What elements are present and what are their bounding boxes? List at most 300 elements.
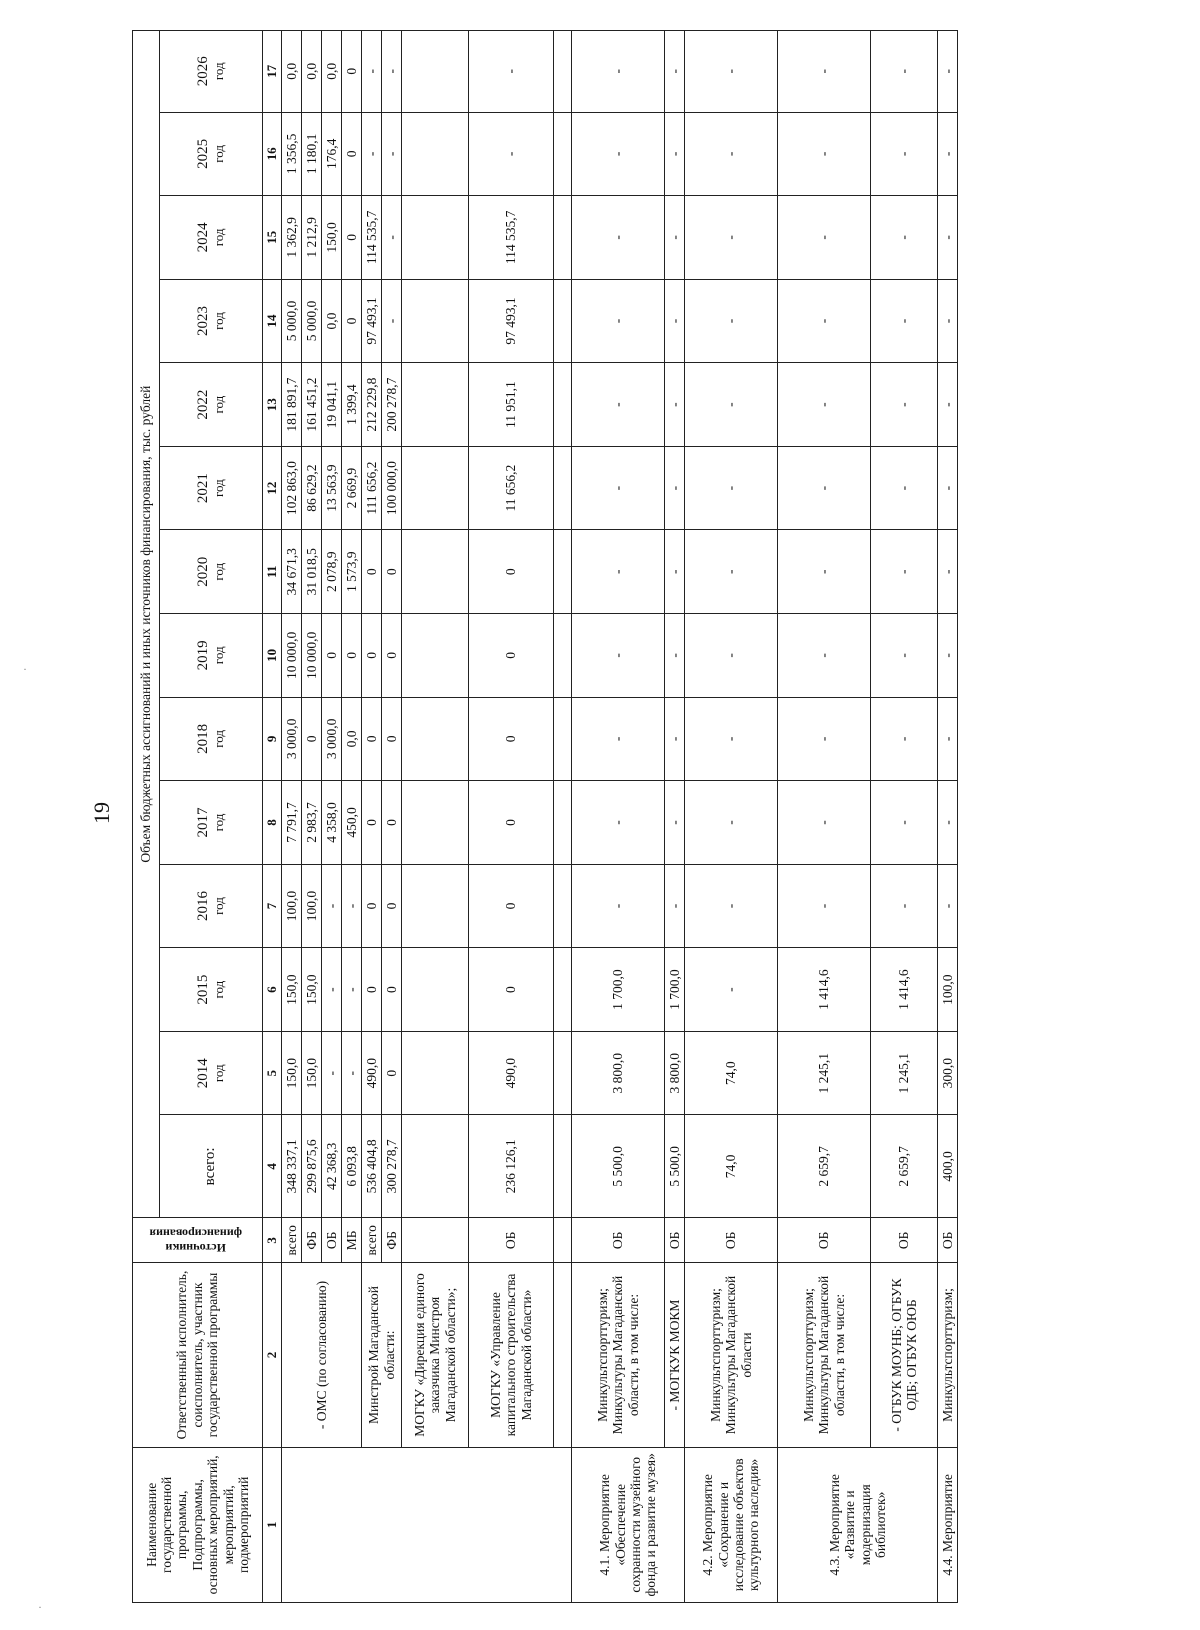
table-cell: 11 656,2: [469, 446, 554, 530]
table-cell: 6 093,8: [342, 1115, 362, 1218]
year-suffix: год: [211, 228, 227, 247]
table-cell: [554, 1031, 572, 1115]
year-suffix: год: [211, 730, 227, 748]
table-cell: 0: [382, 864, 402, 948]
table-cell: 0: [342, 614, 362, 698]
year-value: 2020: [195, 556, 212, 587]
year-value: 2021: [195, 473, 212, 504]
table-cell: 3 800,0: [665, 1031, 685, 1115]
table-cell: 0: [382, 781, 402, 865]
table-cell: -: [665, 530, 685, 614]
table-cell: 0: [342, 279, 362, 363]
table-cell: 3 800,0: [572, 1031, 665, 1115]
table-row: [665, 31, 685, 1603]
table-cell: -: [685, 112, 778, 196]
header-year: [160, 446, 263, 530]
table-row: [572, 31, 665, 1603]
scan-speck: ·: [23, 662, 27, 676]
year-value: 2017: [195, 807, 212, 838]
table-cell: -: [778, 31, 871, 113]
table-cell: 400,0: [938, 1115, 958, 1218]
header-year: [160, 112, 263, 196]
table-row: [362, 31, 382, 1603]
table-cell: -: [665, 697, 685, 781]
table-cell: -: [665, 31, 685, 113]
table-cell: [402, 446, 469, 530]
table-cell: 2 669,9: [342, 446, 362, 530]
row-name-cell: 4.3. Мероприятие «Развитие и модернизация библиотек»: [778, 1447, 938, 1602]
table-cell: 0: [382, 530, 402, 614]
table-cell: 0,0: [282, 31, 302, 113]
table-cell: -: [572, 196, 665, 280]
column-number: 4: [263, 1115, 282, 1218]
column-number: 6: [263, 948, 282, 1032]
row-executor-cell: Минкультспорттуризм; Минкультуры Магаданской области, в том числе:: [778, 1263, 871, 1447]
table-cell: 102 863,0: [282, 446, 302, 530]
table-cell: -: [665, 363, 685, 447]
table-cell: 0: [469, 781, 554, 865]
column-number: 9: [263, 697, 282, 781]
table-cell: -: [572, 864, 665, 948]
table-cell: 0,0: [322, 31, 342, 113]
table-cell: [402, 1031, 469, 1115]
year-suffix: год: [211, 562, 227, 581]
column-number: 16: [263, 112, 282, 196]
table-cell: -: [778, 112, 871, 196]
table-cell: -: [871, 864, 938, 948]
table-row: [685, 31, 778, 1603]
table-cell: 0,0: [342, 697, 362, 781]
header-span-title: Объем бюджетных ассигнований и иных источников финансирования, тыс. рублей: [133, 31, 160, 1218]
table-cell: 0: [342, 196, 362, 280]
table-cell: 450,0: [342, 781, 362, 865]
table-cell: [402, 1115, 469, 1218]
table-row: [871, 31, 938, 1603]
table-cell: -: [685, 530, 778, 614]
header-year: [160, 864, 263, 948]
table-cell: 0: [362, 864, 382, 948]
table-cell: [402, 31, 469, 113]
table-cell: 490,0: [469, 1031, 554, 1115]
table-cell: -: [938, 363, 958, 447]
row-name-cell-blank: [282, 1447, 572, 1602]
table-cell: 490,0: [362, 1031, 382, 1115]
table-cell: -: [871, 530, 938, 614]
year-suffix: год: [211, 62, 227, 81]
year-suffix: год: [211, 646, 227, 665]
column-number: 8: [263, 781, 282, 865]
table-cell: [554, 864, 572, 948]
table-cell: 0: [362, 530, 382, 614]
row-executor-cell: Минкультспорттуризм; Минкультуры Магаданской области: [685, 1263, 778, 1447]
table-cell: 0: [362, 697, 382, 781]
table-cell: 4 358,0: [322, 781, 342, 865]
table-cell: -: [322, 948, 342, 1032]
table-cell: всего: [362, 1218, 382, 1263]
table-cell: [402, 363, 469, 447]
year-value: 2016: [195, 891, 212, 922]
table-row: [938, 31, 958, 1603]
header-total-label: всего:: [202, 1147, 219, 1186]
table-cell: [554, 1218, 572, 1263]
table-cell: 150,0: [322, 196, 342, 280]
table-cell: 2 659,7: [871, 1115, 938, 1218]
table-cell: ФБ: [302, 1218, 322, 1263]
column-number: 11: [263, 530, 282, 614]
table-cell: ОБ: [685, 1218, 778, 1263]
header-year: [160, 363, 263, 447]
row-executor-cell: Минкультспорттуризм;: [938, 1263, 958, 1447]
table-cell: -: [938, 530, 958, 614]
table-row-spacer: [554, 31, 572, 1603]
table-cell: 236 126,1: [469, 1115, 554, 1218]
table-cell: 150,0: [302, 948, 322, 1032]
table-cell: [554, 112, 572, 196]
header-col-name: Наименование государственной программы, Подпрограммы, основных мероприятий, мероприятий, подмероприятий: [133, 1447, 263, 1602]
table-cell: 0: [302, 697, 322, 781]
table-cell: 5 500,0: [572, 1115, 665, 1218]
column-number: 5: [263, 1031, 282, 1115]
column-number: 17: [263, 31, 282, 113]
table-cell: 0: [469, 697, 554, 781]
table-cell: -: [778, 363, 871, 447]
table-cell: 74,0: [685, 1115, 778, 1218]
table-cell: 3 000,0: [282, 697, 302, 781]
table-cell: 2 659,7: [778, 1115, 871, 1218]
table-cell: -: [685, 196, 778, 280]
table-cell: 150,0: [282, 948, 302, 1032]
table-cell: -: [778, 279, 871, 363]
table-cell: -: [665, 864, 685, 948]
table-cell: -: [778, 781, 871, 865]
table-cell: -: [342, 948, 362, 1032]
table-cell: -: [665, 279, 685, 363]
table-cell: [554, 31, 572, 113]
table-cell: -: [469, 31, 554, 113]
header-year: [160, 196, 263, 280]
table-cell: 0: [382, 697, 402, 781]
table-cell: 111 656,2: [362, 446, 382, 530]
table-cell: 0: [322, 614, 342, 698]
row-name-cell: 4.1. Мероприятие «Обеспечение сохранности музейного фонда и развитие музея»: [572, 1447, 685, 1602]
table-cell: 300,0: [938, 1031, 958, 1115]
header-col-executor: Ответственный исполнитель, соисполнитель, участник государственной программы: [133, 1263, 263, 1447]
header-year: [160, 279, 263, 363]
table-cell: 3 000,0: [322, 697, 342, 781]
table-cell: 100,0: [282, 864, 302, 948]
table-cell: [402, 279, 469, 363]
table-cell: 5 500,0: [665, 1115, 685, 1218]
table-cell: 2 078,9: [322, 530, 342, 614]
table-cell: -: [685, 781, 778, 865]
table-cell: 100 000,0: [382, 446, 402, 530]
year-value: 2025: [195, 138, 212, 169]
row-executor-cell: Минкультспорттуризм; Минкультуры Магаданской области, в том числе:: [572, 1263, 665, 1447]
table-cell: -: [665, 196, 685, 280]
row-executor-cell: Минстрой Магаданской области:: [362, 1263, 402, 1447]
header-col-source-label: Источники финансирования: [149, 1226, 243, 1255]
table-cell: -: [871, 31, 938, 113]
table-cell: -: [778, 697, 871, 781]
table-cell: 150,0: [302, 1031, 322, 1115]
year-value: 2019: [195, 640, 212, 671]
row-executor-cell: МОГКУ «Дирекция единого заказчика Минстроя Магаданской области»;: [402, 1263, 469, 1447]
table-cell: 2 983,7: [302, 781, 322, 865]
year-value: 2018: [195, 723, 212, 754]
table-cell: 348 337,1: [282, 1115, 302, 1218]
table-cell: -: [938, 196, 958, 280]
table-cell: [554, 279, 572, 363]
table-cell: 299 875,6: [302, 1115, 322, 1218]
table-cell: 0: [342, 31, 362, 113]
table-cell: 100,0: [302, 864, 322, 948]
table-cell: 150,0: [282, 1031, 302, 1115]
table-cell: 200 278,7: [382, 363, 402, 447]
table-cell: -: [778, 530, 871, 614]
table-cell: 31 018,5: [302, 530, 322, 614]
table-cell: -: [665, 781, 685, 865]
table-cell: 0: [362, 614, 382, 698]
table-cell: 10 000,0: [282, 614, 302, 698]
table-cell: [554, 196, 572, 280]
table-cell: ОБ: [871, 1218, 938, 1263]
table-cell: ОБ: [665, 1218, 685, 1263]
table-cell: -: [362, 112, 382, 196]
table-cell: -: [665, 112, 685, 196]
header-year: [160, 1031, 263, 1115]
table-cell: 300 278,7: [382, 1115, 402, 1218]
table-cell: -: [572, 697, 665, 781]
table-cell: -: [362, 31, 382, 113]
table-cell: 42 368,3: [322, 1115, 342, 1218]
table-cell: 0: [382, 948, 402, 1032]
table-cell: 5 000,0: [302, 279, 322, 363]
table-cell: 1 180,1: [302, 112, 322, 196]
table-cell: -: [685, 948, 778, 1032]
table-cell: 0: [382, 614, 402, 698]
table-cell: -: [685, 697, 778, 781]
table-cell: 161 451,2: [302, 363, 322, 447]
table-cell: 212 229,8: [362, 363, 382, 447]
table-cell: 1 362,9: [282, 196, 302, 280]
year-value: 2015: [195, 974, 212, 1005]
column-number: 15: [263, 196, 282, 280]
table-row: [469, 31, 554, 1603]
table-cell: 181 891,7: [282, 363, 302, 447]
table-cell: -: [572, 31, 665, 113]
table-cell: -: [572, 530, 665, 614]
table-cell: 10 000,0: [302, 614, 322, 698]
table-cell: -: [938, 781, 958, 865]
header-year: [160, 948, 263, 1032]
table-cell: -: [322, 1031, 342, 1115]
table-cell: -: [778, 864, 871, 948]
table-cell: -: [938, 279, 958, 363]
table-cell: 74,0: [685, 1031, 778, 1115]
table-cell: ОБ: [322, 1218, 342, 1263]
header-year: [160, 614, 263, 698]
table-cell: 0: [469, 948, 554, 1032]
table-cell: -: [685, 31, 778, 113]
year-suffix: год: [211, 395, 227, 414]
table-cell: -: [685, 363, 778, 447]
table-cell: 11 951,1: [469, 363, 554, 447]
table-cell: [554, 697, 572, 781]
table-cell: [402, 112, 469, 196]
table-cell: 114 535,7: [362, 196, 382, 280]
table-cell: ОБ: [469, 1218, 554, 1263]
table-cell: 100,0: [938, 948, 958, 1032]
column-number: 7: [263, 864, 282, 948]
table-row: [778, 31, 871, 1603]
scan-speck: ·: [38, 1600, 42, 1614]
table-cell: [402, 697, 469, 781]
year-suffix: год: [211, 980, 227, 999]
table-cell: всего: [282, 1218, 302, 1263]
table-cell: -: [322, 864, 342, 948]
table-cell: 1 573,9: [342, 530, 362, 614]
table-cell: -: [778, 446, 871, 530]
table-cell: 1 212,9: [302, 196, 322, 280]
table-cell: -: [871, 112, 938, 196]
column-number-row: [263, 31, 282, 1603]
year-suffix: год: [211, 1064, 227, 1083]
table-cell: 1 399,4: [342, 363, 362, 447]
year-value: 2022: [195, 389, 212, 420]
table-cell: -: [871, 196, 938, 280]
column-number: 3: [263, 1218, 282, 1263]
table-cell: ОБ: [938, 1218, 958, 1263]
column-number: 13: [263, 363, 282, 447]
column-number: 10: [263, 614, 282, 698]
table-cell: -: [871, 363, 938, 447]
table-cell: 34 671,3: [282, 530, 302, 614]
table-cell: -: [665, 614, 685, 698]
table-cell: -: [382, 279, 402, 363]
table-cell: 19 041,1: [322, 363, 342, 447]
table-cell: [554, 363, 572, 447]
table-cell: 86 629,2: [302, 446, 322, 530]
year-suffix: год: [211, 312, 227, 330]
table-cell: 176,4: [322, 112, 342, 196]
table-cell: 114 535,7: [469, 196, 554, 280]
header-year: [160, 530, 263, 614]
table-cell: 1 414,6: [871, 948, 938, 1032]
rotated-table-wrapper: [132, 30, 1056, 1603]
table-cell: 0: [362, 781, 382, 865]
table-cell: 1 700,0: [665, 948, 685, 1032]
table-cell: [554, 614, 572, 698]
row-executor-cell: - ОГБУК МОУНБ; ОГБУК ОДБ; ОГБУК ОЮБ: [871, 1263, 938, 1447]
table-cell: -: [685, 864, 778, 948]
table-cell: ОБ: [778, 1218, 871, 1263]
header-total: [160, 1115, 263, 1218]
table-cell: 0: [362, 948, 382, 1032]
table-cell: [402, 948, 469, 1032]
table-cell: -: [572, 781, 665, 865]
row-executor-cell: МОГКУ «Управление капитального строительства Магаданской области»: [469, 1263, 554, 1447]
table-cell: 97 493,1: [362, 279, 382, 363]
table-cell: 1 414,6: [778, 948, 871, 1032]
table-cell: 0: [382, 1031, 402, 1115]
table-cell: -: [938, 864, 958, 948]
row-name-cell: 4.2. Мероприятие «Сохранение и исследование объектов культурного наследия»: [685, 1447, 778, 1602]
table-cell: [554, 781, 572, 865]
table-cell: [554, 1263, 572, 1447]
table-cell: 0: [469, 530, 554, 614]
header-year: [160, 31, 263, 113]
table-cell: [554, 530, 572, 614]
table-cell: -: [871, 697, 938, 781]
table-cell: -: [382, 31, 402, 113]
table-cell: [554, 1115, 572, 1218]
column-number: 2: [263, 1263, 282, 1447]
table-cell: -: [871, 446, 938, 530]
year-suffix: год: [211, 144, 227, 163]
table-cell: 1 245,1: [778, 1031, 871, 1115]
table-cell: [402, 530, 469, 614]
table-cell: -: [938, 614, 958, 698]
header-year: [160, 697, 263, 781]
table-cell: [554, 948, 572, 1032]
table-cell: [402, 1218, 469, 1263]
table-cell: -: [685, 614, 778, 698]
year-value: 2026: [195, 56, 212, 87]
header-col-source: [133, 1218, 263, 1263]
table-cell: -: [685, 446, 778, 530]
table-cell: 0: [469, 614, 554, 698]
table-cell: 0,0: [322, 279, 342, 363]
table-cell: ОБ: [572, 1218, 665, 1263]
page-number: 19: [89, 802, 114, 824]
budget-table: [132, 30, 958, 1603]
table-cell: -: [871, 614, 938, 698]
table-cell: -: [938, 31, 958, 113]
table-cell: -: [572, 112, 665, 196]
table-cell: -: [871, 781, 938, 865]
row-executor-cell: - ОМС (по согласованию): [282, 1263, 362, 1447]
table-cell: -: [938, 697, 958, 781]
table-cell: 1 245,1: [871, 1031, 938, 1115]
table-cell: 5 000,0: [282, 279, 302, 363]
table-cell: МБ: [342, 1218, 362, 1263]
table-cell: [402, 196, 469, 280]
table-cell: ФБ: [382, 1218, 402, 1263]
table-row: [282, 31, 302, 1603]
table-cell: 536 404,8: [362, 1115, 382, 1218]
table-cell: 0: [469, 864, 554, 948]
table-cell: [554, 446, 572, 530]
table-cell: -: [938, 446, 958, 530]
table-cell: 97 493,1: [469, 279, 554, 363]
table-cell: 1 700,0: [572, 948, 665, 1032]
table-cell: 0,0: [302, 31, 322, 113]
table-cell: -: [469, 112, 554, 196]
year-value: 2023: [195, 306, 212, 336]
column-number: 1: [263, 1447, 282, 1602]
table-cell: -: [685, 279, 778, 363]
table-cell: -: [572, 446, 665, 530]
table-cell: -: [665, 446, 685, 530]
table-cell: -: [342, 1031, 362, 1115]
row-name-cell: 4.4. Мероприятие: [938, 1447, 958, 1602]
table-cell: -: [382, 196, 402, 280]
header-year: [160, 781, 263, 865]
year-suffix: год: [211, 479, 227, 498]
table-cell: [402, 781, 469, 865]
table-cell: -: [572, 363, 665, 447]
table-row: [402, 31, 469, 1603]
